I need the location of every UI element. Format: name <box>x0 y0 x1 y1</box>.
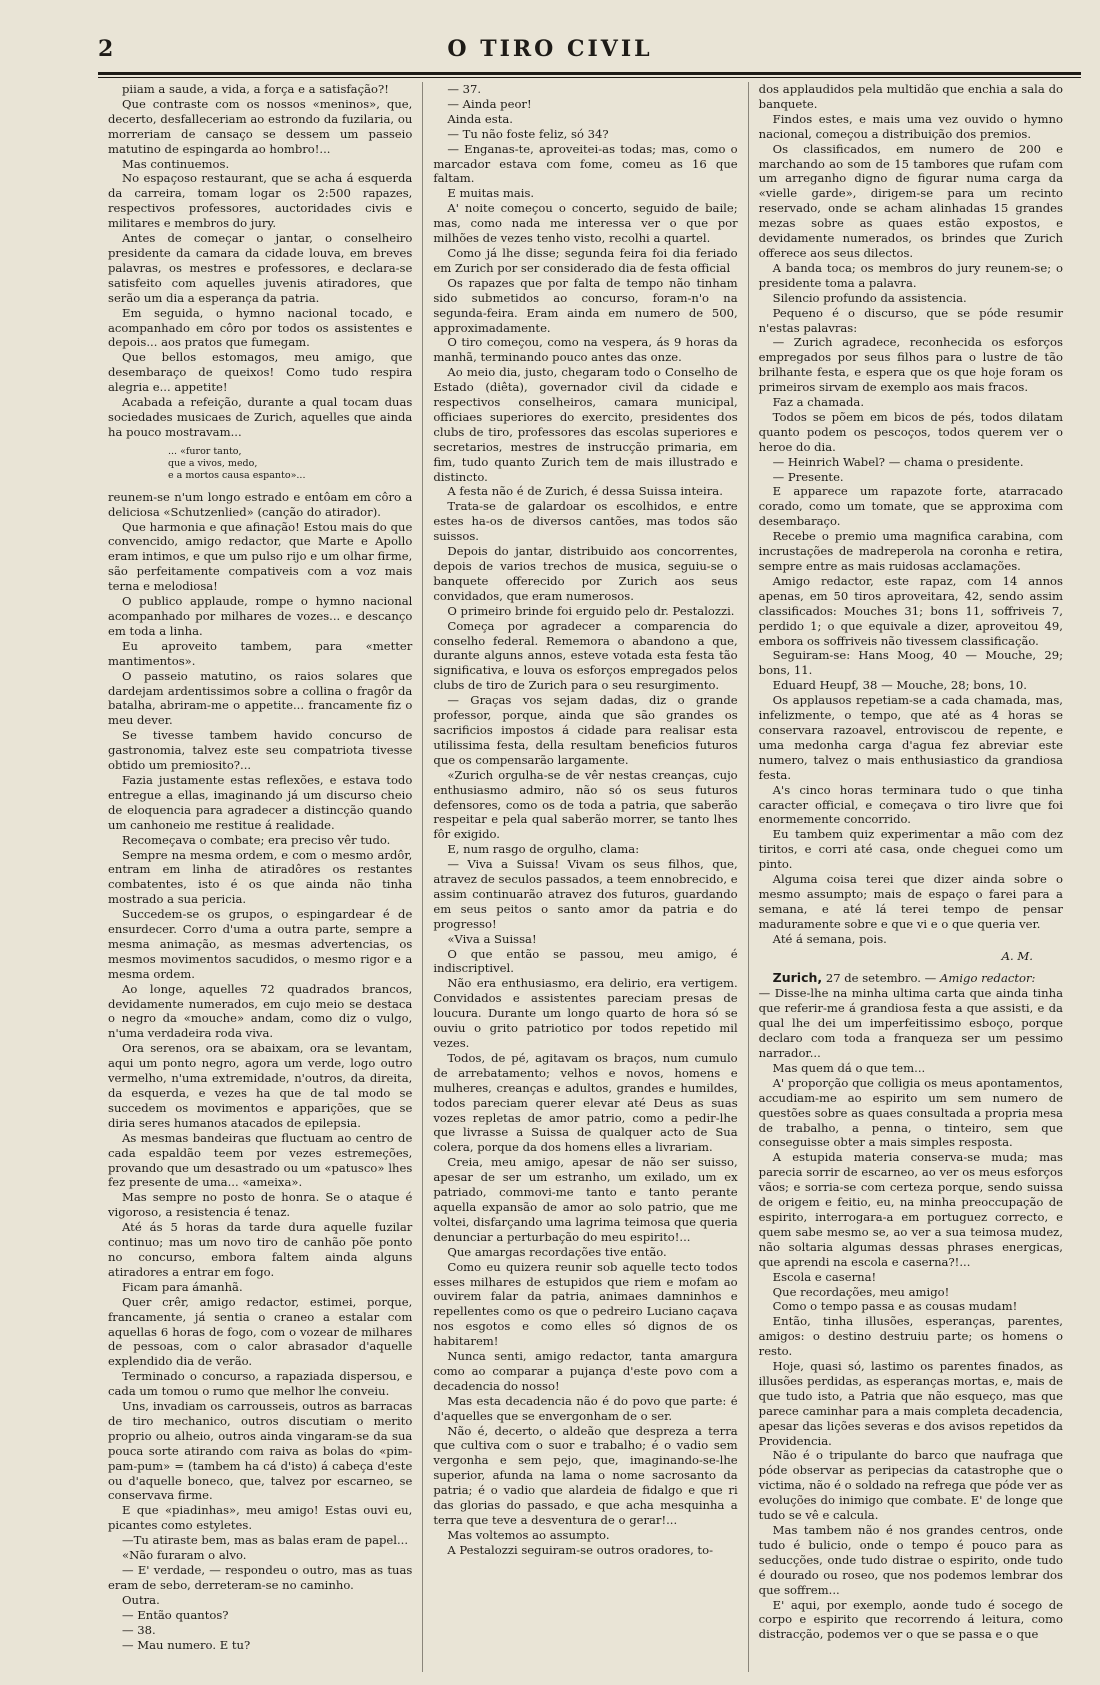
paragraph: Faz a chamada. <box>772 395 865 410</box>
paragraph: Como já lhe disse; segunda feira foi dia feriado em Zurich por ser considerado dia de festa official <box>433 245 738 275</box>
paragraph: No espaçoso restaurant, que se acha á esquerda da carreira, tomam logar os 2:500 rapazes, respectivos professores, auctoridades civis e militares e membros do jury. <box>108 171 413 231</box>
paragraph: Não é, decerto, o aldeão que despreza a terra que cultiva com o suor e trabalho; é o vadio sem vergonha e sem pejo, que, imaginando-se-lhe superior, afunda na lama o nome sacrosanto da patria; é o vadio que alardeia de fidalgo e que ri das glorias do passado, e que acha mesquinha a terra que teve a desventura de o gerar!... <box>433 1423 738 1527</box>
paragraph: Que recordações, meu amigo! <box>772 1284 950 1299</box>
paragraph: Ora serenos, ora se abaixam, ora se levantam, aqui um ponto negro, agora um verde, logo outro vermelho, n'uma extremidade, n'outros, da direita, da esquerda, e vezes ha que de tal modo se succedem os movimentos e apparições, que se diria seres humanos atacados de epilepsia. <box>108 1041 413 1130</box>
paragraph: Não é o tripulante do barco que naufraga que póde observar as peripecias da catastrophe que o victima, não é o soldado na refrega que póde ver as evoluções do inimigo que combate. E' de longe que tudo se vê e calcula. <box>758 1448 1063 1523</box>
paragraph: Que bellos estomagos, meu amigo, que desembaraço de queixos! Como tudo respira alegria e... appetite! <box>108 350 413 395</box>
paragraph: Succedem-se os grupos, o espingardear é de ensurdecer. Corro d'uma a outra parte, sempre a mesma animação, as mesmas advertencias, os mesmos movimentos sacudidos, o mesmo rigor e a mesma ordem. <box>108 907 413 981</box>
paragraph: Mas sempre no posto de honra. Se o ataque é vigoroso, a resistencia é tenaz. <box>108 1190 413 1220</box>
paragraph: Não era enthusiasmo, era delirio, era vertigem. Convidados e assistentes pareciam presas de loucura. Durante um longo quarto de hora só se ouviu o grito patriotico por todos repetido mil vezes. <box>433 976 738 1050</box>
paragraph: Creia, meu amigo, apesar de não ser suisso, apesar de ser um estranho, um exilado, um ex patriado, commovi-me tanto e tanto perante aquella expansão de amor ao solo patrio, que me voltei, disfarçando uma lagrima teimosa que queria denunciar a perturbação do meu espirito!... <box>433 1155 738 1244</box>
paragraph: A Pestalozzi seguiram-se outros oradores, to- <box>447 1542 713 1557</box>
verse-quote <box>168 446 412 482</box>
column-1 <box>98 82 422 1672</box>
paragraph: ... «furor tanto, <box>168 445 242 457</box>
paragraph: — Presente. <box>772 469 844 484</box>
dateline-salutation: Amigo redactor: <box>939 971 1036 986</box>
column-1-paragraphs <box>108 82 412 440</box>
letter-dateline <box>759 971 1063 986</box>
paragraph: Ainda esta. <box>447 111 513 126</box>
paragraph: Eduard Heupf, 38 — Mouche, 28; bons, 10. <box>772 678 1027 693</box>
paragraph: Findos estes, e mais uma vez ouvido o hymno nacional, começou a distribuição dos premios. <box>758 111 1063 141</box>
column-3-paragraphs-continued <box>759 986 1063 1642</box>
paragraph: — Viva a Suissa! Vivam os seus filhos, que, atravez de seculos passados, a teem ennobrecido, e assim continuarão atravez dos futuros, guardando em seus peitos o santo amor da patria e do progresso! <box>433 857 738 931</box>
paragraph: piiam a saude, a vida, a força e a satisfação?! <box>122 82 389 96</box>
paragraph: Silencio profundo da assistencia. <box>772 290 967 305</box>
column-3 <box>748 82 1073 1672</box>
paragraph: Mas quem dá o que tem... <box>772 1060 926 1075</box>
column-1-paragraphs-continued <box>108 490 412 1653</box>
paragraph: Depois do jantar, distribuido aos concorrentes, depois de varios trechos de musica, seguiu-se o banquete offerecido por Zurich aos seus convidados, que eram numerosos. <box>433 544 738 603</box>
paragraph: O primeiro brinde foi erguido pelo dr. Pestalozzi. <box>447 603 735 618</box>
paragraph: Que contraste com os nossos «meninos», que, decerto, desfalleceriam ao estrondo da fuzilaria, ou morreriam de cansaço se dessem um passeio matutino de espingarda ao hombro!... <box>108 96 413 156</box>
paragraph: — Graças vos sejam dadas, diz o grande professor, porque, ainda que são grandes os sacrificios impostos á cidade para realisar esta utilissima festa, della resultam beneficios futuros que os compensarão largamente. <box>433 693 738 767</box>
paragraph: Mas tambem não é nos grandes centros, onde tudo é bulicio, onde o tempo é pouco para as seducções, onde tudo distrae o espirito, onde tudo é dourado ou roseo, que nos podemos lembrar dos que soffrem... <box>758 1523 1063 1597</box>
paragraph: As mesmas bandeiras que fluctuam ao centro de cada espaldão teem por vezes estremeções, provando que um desastrado ou um «patusco» lhes fez presente de uma... «ameixa». <box>108 1130 413 1190</box>
paragraph: — Tu não foste feliz, só 34? <box>447 126 609 141</box>
paragraph: Eu aproveito tambem, para «metter mantimentos». <box>108 638 413 668</box>
paragraph: Que harmonia e que afinação! Estou mais do que convencido, amigo redactor, que Marte e Apollo eram intimos, e que um pulso rijo e um olhar firme, são perfeitamente compativeis com a voz mais terna e melodiosa! <box>108 519 413 594</box>
paragraph: Ao meio dia, justo, chegaram todo o Conselho de Estado (diêta), governador civil da cidade e respectivos conselheiros, camara municipal, officiaes superiores do exercito, presidentes dos clubs de tiro, professores das escolas superiores e secretarios, mestres de instrucção primaria, em fim, tudo quanto Zurich tem de mais illustrado e distincto. <box>433 365 738 484</box>
paragraph: Os classificados, em numero de 200 e marchando ao som de 15 tambores que rufam com um arreganho digno de figurar numa carga da «vielle garde», dirigem-se para um recinto reservado, onde se acham alinhadas 15 grandes mezas sobre as quaes estão expostos, e devidamente numerados, os brindes que Zurich offerece aos seus dilectos. <box>758 141 1063 260</box>
paragraph: Se tivesse tambem havido concurso de gastronomia, talvez este seu compatriota tivesse obtido um premiosito?... <box>108 728 413 773</box>
paragraph: A estupida materia conserva-se muda; mas parecia sorrir de escarneo, ao ver os meus esforços vãos; e sorria-se com certeza porque, sendo suissa de origem e feitio, eu, na minha preoccupação de espirito, interrogara-a em portuguez correcto, e quem sabe mesmo se, ao ver a sua teimosa mudez, não soltaria algumas dessas phrases energicas, que aprendi na escola e caserna?!... <box>758 1150 1063 1269</box>
column-2 <box>422 82 747 1672</box>
paragraph: O publico applaude, rompe o hymno nacional acompanhado por milhares de vozes... e descanço em toda a linha. <box>108 594 413 638</box>
paragraph: Eu tambem quiz experimentar a mão com dez tiritos, e corri até casa, onde cheguei como um pinto. <box>758 827 1063 872</box>
paragraph: Uns, invadiam os carrousseis, outros as barracas de tiro mechanico, outros discutiam o merito proprio ou alheio, outros ainda vingaram-se da sua pouca sorte atirando com raiva as bolas do «pim-pam-pum» = (tambem ha cá d'isto) á cabeça d'este ou d'aquelle boneco, que, talvez por escarneo, se conservava firme. <box>108 1399 413 1503</box>
paragraph: Hoje, quasi só, lastimo os parentes finados, as illusões perdidas, as esperanças mortas, e, mais de que tudo isto, a Patria que não esqueço, mas que parece caminhar para a mais completa decadencia, apesar das lições severas e dos avisos repetidos da Providencia. <box>758 1359 1063 1448</box>
paragraph: Acabada a refeição, durante a qual tocam duas sociedades musicaes de Zurich, aquelles que ainda ha pouco mostravam... <box>108 395 413 439</box>
paragraph: Que amargas recordações tive então. <box>447 1244 667 1259</box>
paragraph: Como o tempo passa e as cousas mudam! <box>772 1299 1018 1314</box>
paragraph: Pequeno é o discurso, que se póde resumir n'estas palavras: <box>758 305 1063 335</box>
paragraph: Outra. <box>122 1592 160 1607</box>
paragraph: Antes de começar o jantar, o conselheiro presidente da camara da cidade louva, em breves palavras, os mestres e professores, e declara-se satisfeito com aquelles juvenis atiradores, que serão um dia a esperança da patria. <box>108 231 413 305</box>
page-number: 2 <box>98 36 114 62</box>
paragraph: Os applausos repetiam-se a cada chamada, mas, infelizmente, o tempo, que até as 4 horas se conservara razoavel, entroviscou de repente, e uma medonha carga d'agua fez abreviar este numero, talvez o mais enthusiastico da grandiosa festa. <box>758 693 1063 782</box>
paragraph: Terminado o concurso, a rapaziada dispersou, e cada um tomou o rumo que melhor lhe conveiu. <box>108 1369 413 1399</box>
paragraph: Quer crêr, amigo redactor, estimei, porque, francamente, já sentia o craneo a estalar com aquellas 6 horas de fogo, com o vozear de milhares de pessoas, com o calor abrasador d'aquelle explendido dia de verão. <box>108 1294 413 1369</box>
column-2-paragraphs <box>433 82 737 1558</box>
paragraph: E apparece um rapazote forte, atarracado corado, como um tomate, que se approxima com desembaraço. <box>758 484 1063 529</box>
paragraph: reunem-se n'um longo estrado e entôam em côro a deliciosa «Schutzenlied» (canção do atirador). <box>108 489 413 519</box>
paragraph: A's cinco horas terminara tudo o que tinha caracter official, e começava o tiro livre que foi enormemente concorrido. <box>758 782 1063 827</box>
paragraph: dos applaudidos pela multidão que enchia a sala do banquete. <box>758 82 1063 111</box>
paragraph: — Zurich agradece, reconhecida os esforços empregados por seus filhos para o lustre de tão brilhante festa, e espera que os que hoje foram os primeiros sirvam de exemplo aos mais fracos. <box>758 335 1063 395</box>
paragraph: Amigo redactor, este rapaz, com 14 annos apenas, em 50 tiros aproveitara, 42, sendo assim classificados: Mouches 31; bons 11, soffriveis 7, perdido 1; o que equivale a dizer, aproveitou 49, embora os soffriveis não tivessem classificação. <box>758 573 1063 648</box>
paragraph: A' proporção que colligia os meus apontamentos, accudiam-me ao espirito um sem numero de questões sobre as quaes consultada a propria mesa de trabalho, a penna, o tinteiro, sem que conseguisse obter a mais simples resposta. <box>758 1075 1063 1150</box>
paragraph: — Mau numero. E tu? <box>122 1637 251 1652</box>
paragraph: Mas esta decadencia não é do povo que parte: é d'aquelles que se envergonham de o ser. <box>433 1393 738 1423</box>
paragraph: Fazia justamente estas reflexões, e estava todo entregue a ellas, imaginando já um discurso cheio de eloquencia para agradecer a distincção quando um canhoneio me restitue á realidade. <box>108 772 413 832</box>
paragraph: «Não furaram o alvo. <box>122 1548 247 1563</box>
paragraph: Então, tinha illusões, esperanças, parentes, amigos: o destino destruiu parte; os homens o resto. <box>758 1314 1063 1359</box>
paragraph: Ficam para ámanhã. <box>122 1279 243 1294</box>
paragraph: Até á semana, pois. <box>772 931 887 946</box>
paragraph: O tiro começou, como na vespera, ás 9 horas da manhã, terminando pouco antes das onze. <box>433 335 738 365</box>
paragraph: e a mortos causa espanto»... <box>168 469 306 481</box>
paragraph: — Heinrich Wabel? — chama o presidente. <box>772 454 1024 469</box>
paragraph: — 38. <box>122 1622 156 1637</box>
paragraph: Começa por agradecer a comparencia do conselho federal. Rememora o abandono a que, durante alguns annos, esteve votada esta festa tão significativa, e louva os esforços empregados pelos clubs de tiro de Zurich para o seu resurgimento. <box>433 618 738 693</box>
header-rule <box>98 72 1081 75</box>
column-3-paragraphs <box>759 82 1063 947</box>
paragraph: Os rapazes que por falta de tempo não tinham sido submetidos ao concurso, foram-n'o na segunda-feira. Eram ainda em numero de 500, approximadamente. <box>433 275 738 335</box>
paragraph: Alguma coisa terei que dizer ainda sobre o mesmo assumpto; mais de espaço o farei para a semana, e até lá terei tempo de pensar maduramente sobre e que vi e o que queria ver. <box>758 872 1063 931</box>
paragraph: E, num rasgo de orgulho, clama: <box>447 842 640 857</box>
paragraph: — Então quantos? <box>122 1607 229 1622</box>
paragraph: Em seguida, o hymno nacional tocado, e acompanhado em côro por todos os assistentes e depois... aos pratos que fumegam. <box>108 305 413 350</box>
paragraph: «Viva a Suissa! <box>447 931 537 946</box>
paragraph: Mas continuemos. <box>122 156 230 171</box>
paragraph: Seguiram-se: Hans Moog, 40 — Mouche, 29; bons, 11. <box>758 648 1063 678</box>
paragraph: Recomeçava o combate; era preciso vêr tudo. <box>122 832 391 847</box>
masthead <box>40 30 1060 68</box>
paragraph: «Zurich orgulha-se de vêr nestas creanças, cujo enthusiasmo admiro, não só os seus futuros defensores, como os de toda a patria, que saberão respeitar e pela qual saberão morrer, se tanto lhes fôr exigido. <box>433 767 738 842</box>
paragraph: — 37. <box>447 82 482 96</box>
paragraph: Sempre na mesma ordem, e com o mesmo ardôr, entram em linha de atiradôres os restantes combatentes, isto é os que ainda não tinha mostrado a sua pericia. <box>108 847 413 907</box>
paragraph: O passeio matutino, os raios solares que dardejam ardentissimos sobre a collina o fragôr da batalha, abriram-me o appetite... francamente fiz o meu dever. <box>108 668 413 728</box>
paragraph: O que então se passou, meu amigo, é indiscriptivel. <box>433 946 738 976</box>
dateline-place: Zurich, <box>772 970 823 986</box>
paragraph: Todos se põem em bicos de pés, todos dilatam quanto podem os pescoços, todos querem ver o heroe do dia. <box>758 409 1063 454</box>
paragraph: Trata-se de galardoar os escolhidos, e entre estes ha-os de diversos cantões, mas todos são suissos. <box>433 499 738 544</box>
paragraph: — E' verdade, — respondeu o outro, mas as tuas eram de sebo, derreteram-se no caminho. <box>108 1563 413 1592</box>
paragraph: Todos, de pé, agitavam os braços, num cumulo de arrebatamento; velhos e novos, homens e mulheres, creanças e adultos, grandes e humildes, todos pareciam querer elevar até Deus as suas vozes repletas de amor patrio, como a pedir-lhe que livrasse a Suissa de qualquer acto de Sua colera, porque da dos homens elles a livrariam. <box>433 1050 738 1155</box>
paragraph: E muitas mais. <box>447 186 535 201</box>
paragraph: — Ainda peor! <box>447 96 532 111</box>
paragraph: que a vivos, medo, <box>168 457 258 469</box>
paragraph: Escola e caserna! <box>772 1269 877 1284</box>
paragraph: — Enganas-te, aproveitei-as todas; mas, como o marcador estava com fome, comeu as 16 que faltam. <box>433 141 738 186</box>
paragraph: —Tu atiraste bem, mas as balas eram de papel... <box>122 1533 409 1548</box>
author-signature: A. M. <box>1001 948 1033 963</box>
paragraph: Recebe o premio uma magnifica carabina, com incrustações de madreperola na coronha e retira, sempre entre as mais ruidosas acclamações. <box>758 529 1063 573</box>
paragraph: — Disse-lhe na minha ultima carta que ainda tinha que referir-me á grandiosa festa a que assisti, e da qual lhe dei um imperfeitissimo esboço, porque declaro com toda a franqueza ser um pessimo narrador... <box>758 986 1063 1060</box>
dateline-date: 27 de setembro. — <box>822 971 940 986</box>
article-columns <box>98 82 1073 1672</box>
header-rule-thin <box>98 77 1081 78</box>
paragraph: A' noite começou o concerto, seguido de baile; mas, como nada me interessa ver o que por milhões de vezes tenho visto, recolhi a quartel. <box>433 201 738 246</box>
paragraph: A festa não é de Zurich, é dessa Suissa inteira. <box>447 484 723 499</box>
paragraph: E que «piadinhas», meu amigo! Estas ouvi eu, picantes como estyletes. <box>108 1503 413 1533</box>
paragraph: A banda toca; os membros do jury reunem-se; o presidente toma a palavra. <box>758 260 1063 290</box>
paragraph: Ao longe, aquelles 72 quadrados brancos, devidamente numerados, em cujo meio se destaca o negro da «mouche» andam, como diz o vulgo, n'uma verdadeira roda viva. <box>108 981 413 1041</box>
newspaper-title: O TIRO CIVIL <box>447 36 653 62</box>
paragraph: Mas voltemos ao assumpto. <box>447 1527 610 1542</box>
paragraph: Nunca senti, amigo redactor, tanta amargura como ao comparar a pujança d'este povo com a decadencia do nosso! <box>433 1349 738 1393</box>
paragraph: E' aqui, por exemplo, aonde tudo é socego de corpo e espirito que recorrendo á leitura, como distracção, podemos ver o que se passa e o que <box>758 1597 1063 1642</box>
paragraph: Como eu quizera reunir sob aquelle tecto todos esses milhares de estupidos que riem e mofam ao ouvirem falar da patria, animaes damninhos e repellentes como os que o pedreiro Luciano caçava nos esgotos e como elles só dignos de os habitarem! <box>433 1259 738 1349</box>
paragraph: Até ás 5 horas da tarde dura aquelle fuzilar continuo; mas um novo tiro de canhão põe ponto no concurso, embora faltem ainda alguns atiradores a entrar em fogo. <box>108 1220 413 1279</box>
